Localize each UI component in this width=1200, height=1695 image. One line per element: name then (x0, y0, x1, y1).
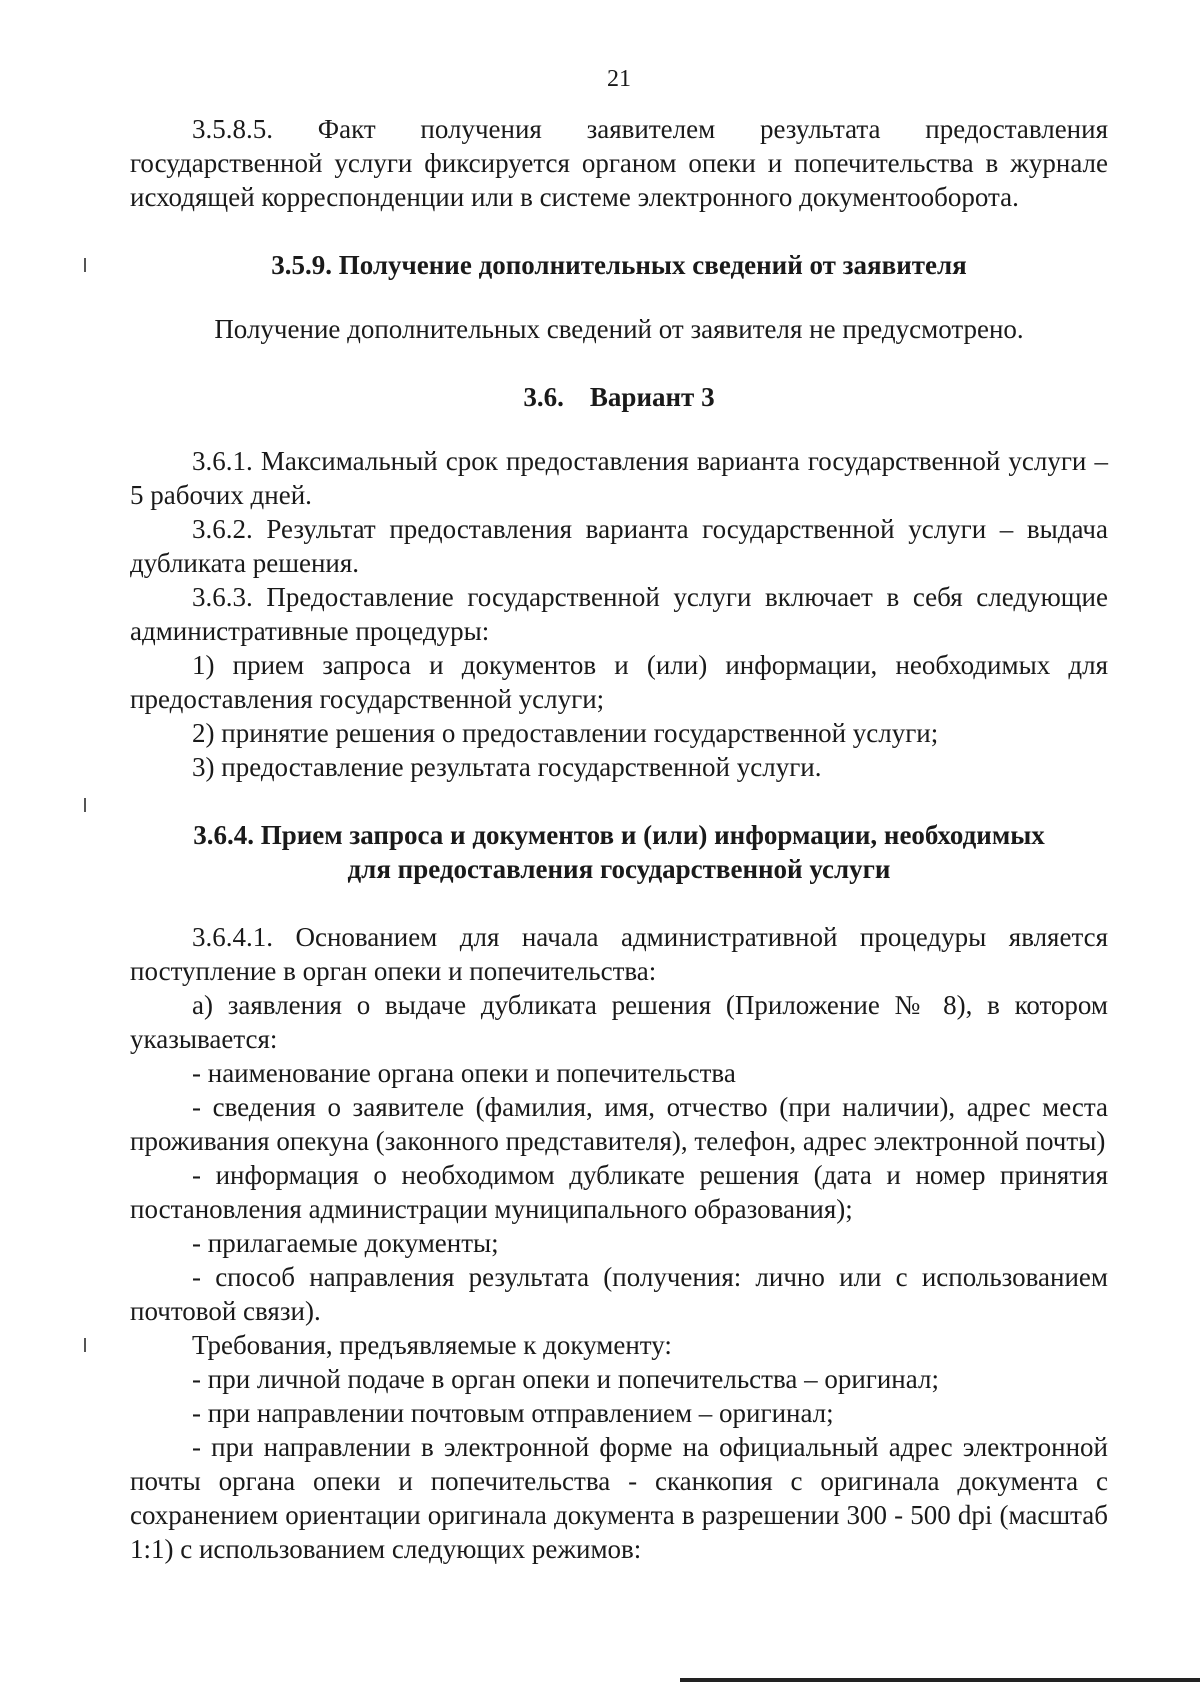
page-number: 21 (607, 66, 631, 92)
heading-3-6-number: 3.6. (523, 382, 564, 412)
list-item-bullet-3: - информация о необходимом дубликате решения (дата и номер принятия постановления администрации муниципального образования); (130, 1160, 1108, 1224)
list-item-procedure-2: 2) принятие решения о предоставлении государственной услуги; (192, 718, 939, 748)
paragraph-3-6-3: 3.6.3. Предоставление государственной услуги включает в себя следующие административные процедуры: (130, 582, 1108, 646)
margin-mark (84, 798, 86, 812)
list-item-bullet-2: - сведения о заявителе (фамилия, имя, отчество (при наличии), адрес места проживания опекуна (законного представителя), телефон, адрес электронной почты) (130, 1092, 1108, 1156)
paragraph-requirements: Требования, предъявляемые к документу: (192, 1330, 672, 1360)
list-item-procedure-1: 1) прием запроса и документов и (или) информации, необходимых для предоставления государственной услуги; (130, 650, 1108, 714)
paragraph-item-a: а) заявления о выдаче дубликата решения (Приложение № 8), в котором указывается: (130, 990, 1108, 1054)
list-item-bullet-4: - прилагаемые документы; (192, 1228, 499, 1258)
heading-3-5-9: 3.5.9. Получение дополнительных сведений от заявителя (271, 250, 967, 280)
list-item-procedure-3: 3) предоставление результата государственной услуги. (192, 752, 822, 782)
heading-3-6-4-line1: 3.6.4. Прием запроса и документов и (или) информации, необходимых (193, 820, 1045, 850)
list-item-requirement-2: - при направлении почтовым отправлением – оригинал; (192, 1398, 834, 1428)
list-item-bullet-1: - наименование органа опеки и попечительства (192, 1058, 736, 1088)
paragraph-3-5-9: Получение дополнительных сведений от заявителя не предусмотрено. (214, 314, 1024, 344)
heading-3-6-4 (130, 818, 1108, 886)
margin-mark (84, 1338, 86, 1352)
paragraph-3-6-4-1: 3.6.4.1. Основанием для начала административной процедуры является поступление в орган опеки и попечительства: (130, 922, 1108, 986)
paragraph-3-6-1: 3.6.1. Максимальный срок предоставления варианта государственной услуги – 5 рабочих дней. (130, 446, 1108, 510)
heading-3-6-4-line2: для предоставления государственной услуги (347, 854, 891, 884)
list-item-requirement-1: - при личной подаче в орган опеки и попечительства – оригинал; (192, 1364, 939, 1394)
paragraph-3-6-2: 3.6.2. Результат предоставления варианта государственной услуги – выдача дубликата решения. (130, 514, 1108, 578)
heading-3-6 (130, 380, 1108, 414)
list-item-bullet-5: - способ направления результата (получения: лично или с использованием почтовой связи). (130, 1262, 1108, 1326)
page-content (130, 60, 1108, 1566)
list-item-requirement-3: - при направлении в электронной форме на официальный адрес электронной почты органа опеки и попечительства - сканкопия с оригинала документа с сохранением ориентации оригинала документа в разрешении 300 - 500 dpi (масштаб 1:1) с использованием следующих режимов: (130, 1432, 1108, 1564)
heading-3-6-title: Вариант 3 (589, 382, 715, 412)
paragraph-3-5-8-5: 3.5.8.5. Факт получения заявителем результата предоставления государственной услуги фиксируется органом опеки и попечительства в журнале исходящей корреспонденции или в системе электронного документооборота. (130, 114, 1108, 212)
margin-mark (84, 258, 86, 272)
bottom-rule (680, 1678, 1200, 1682)
